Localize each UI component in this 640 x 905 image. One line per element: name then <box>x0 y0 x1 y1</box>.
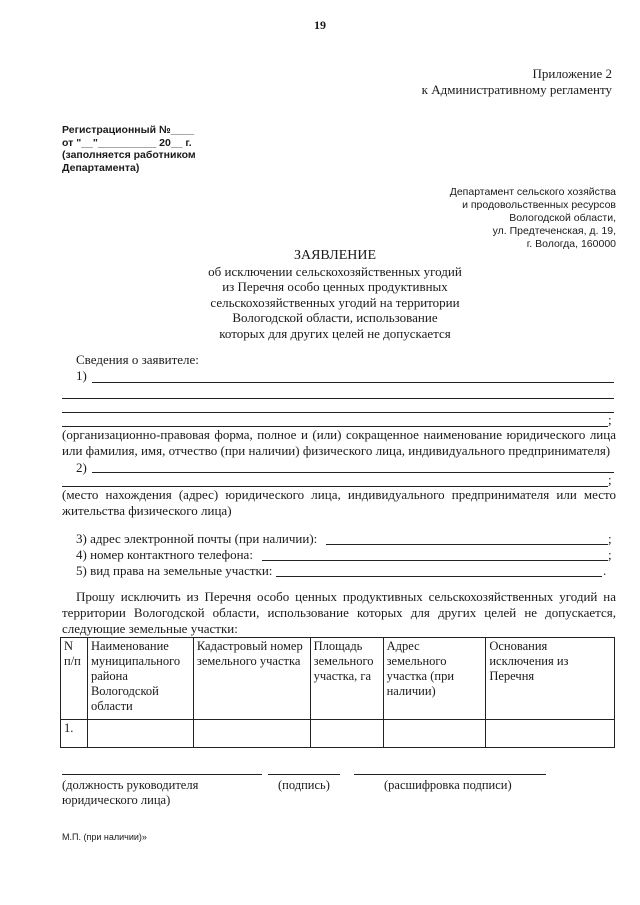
request-paragraph: Прошу исключить из Перечня особо ценных продуктивных сельскохозяйственных угодий на территории Вологодской области, использование которых для других целей не допускается, следующие земельные участки: <box>62 589 616 636</box>
page-number: 19 <box>314 18 326 32</box>
department-address <box>450 186 616 251</box>
header-cadastral: Кадастровый номер земельного участка <box>193 638 310 720</box>
header-number: N п/п <box>61 638 88 720</box>
row-area-cell[interactable] <box>310 720 383 748</box>
semicolon-4: ; <box>608 547 612 562</box>
row-cadastral-cell[interactable] <box>193 720 310 748</box>
land-right-field[interactable] <box>276 576 602 577</box>
email-field[interactable] <box>326 544 608 545</box>
signature-caption: (подпись) <box>278 778 330 792</box>
signature-decode-line[interactable] <box>354 774 546 775</box>
header-address: Адрес земельного участка (при наличии) <box>383 638 486 720</box>
semicolon-2: ; <box>608 472 612 487</box>
applicant-right-label: 5) вид права на земельные участки: <box>76 563 273 578</box>
department-line-1: Департамент сельского хозяйства <box>449 186 616 198</box>
applicant-header: Сведения о заявителе: <box>76 352 199 367</box>
document-title <box>170 248 500 341</box>
row-district-cell[interactable] <box>87 720 193 748</box>
period-5: . <box>603 563 607 578</box>
row-address-cell[interactable] <box>383 720 486 748</box>
applicant-name-field-3[interactable] <box>62 412 614 413</box>
position-signature-line[interactable] <box>62 774 262 775</box>
semicolon-3: ; <box>608 531 612 546</box>
applicant-address-field-1[interactable] <box>92 472 614 473</box>
row-reason-cell[interactable] <box>486 720 615 748</box>
registration-date: от "__"__________ 20__ г. <box>62 136 192 149</box>
registration-note-2: Департамента) <box>62 161 140 174</box>
row-number-cell: 1. <box>61 720 88 748</box>
semicolon-1: ; <box>608 412 612 427</box>
phone-field[interactable] <box>262 560 608 561</box>
applicant-email-label: 3) адрес электронной почты (при наличии): <box>76 531 318 546</box>
applicant-item-1-label: 1) <box>76 368 87 383</box>
land-parcels-table <box>60 637 615 748</box>
title-line-2: из Перечня особо ценных продуктивных <box>222 279 448 294</box>
position-caption: (должность руководителя юридического лица) <box>62 778 199 807</box>
applicant-name-note: (организационно-правовая форма, полное и (или) сокращенное наименование юридического лица или фамилия, имя, отчество (при наличии) физического лица, индивидуального предпринимателя) <box>62 427 616 458</box>
title-line-4: Вологодской области, использование <box>232 310 438 325</box>
appendix-header <box>422 66 612 98</box>
table-header-row <box>61 638 615 720</box>
signature-line[interactable] <box>268 774 340 775</box>
registration-number: Регистрационный №____ <box>62 124 195 136</box>
department-line-5: г. Вологда, 160000 <box>526 238 616 250</box>
registration-block <box>62 124 196 174</box>
appendix-line-1: Приложение 2 <box>532 66 612 81</box>
title-line-5: которых для других целей не допускается <box>219 325 451 341</box>
department-line-2: и продовольственных ресурсов <box>462 199 616 211</box>
title-heading: ЗАЯВЛЕНИЕ <box>293 248 377 263</box>
department-line-4: ул. Предтеченская, д. 19, <box>492 225 616 237</box>
applicant-name-field-2[interactable] <box>62 398 614 399</box>
appendix-line-2: к Административному регламенту <box>421 82 612 97</box>
applicant-address-note: (место нахождения (адрес) юридического лица, индивидуального предпринимателя или место жительства физического лица) <box>62 487 616 518</box>
header-district: Наименование муниципального района Вологодской области <box>87 638 193 720</box>
header-reason: Основания исключения из Перечня <box>486 638 615 720</box>
applicant-name-field-1[interactable] <box>92 382 614 383</box>
table-row <box>61 720 615 748</box>
stamp-note: М.П. (при наличии)» <box>62 832 147 842</box>
applicant-item-2-label: 2) <box>76 460 87 475</box>
signature-decode-caption: (расшифровка подписи) <box>384 778 512 792</box>
title-line-3: сельскохозяйственных угодий на территории <box>210 294 460 310</box>
title-line-1: об исключении сельскохозяйственных угодий <box>208 263 462 279</box>
applicant-phone-label: 4) номер контактного телефона: <box>76 547 253 562</box>
header-area: Площадь земельного участка, га <box>310 638 383 720</box>
registration-note-1: (заполняется работником <box>62 149 196 161</box>
department-line-3: Вологодской области, <box>509 212 616 224</box>
